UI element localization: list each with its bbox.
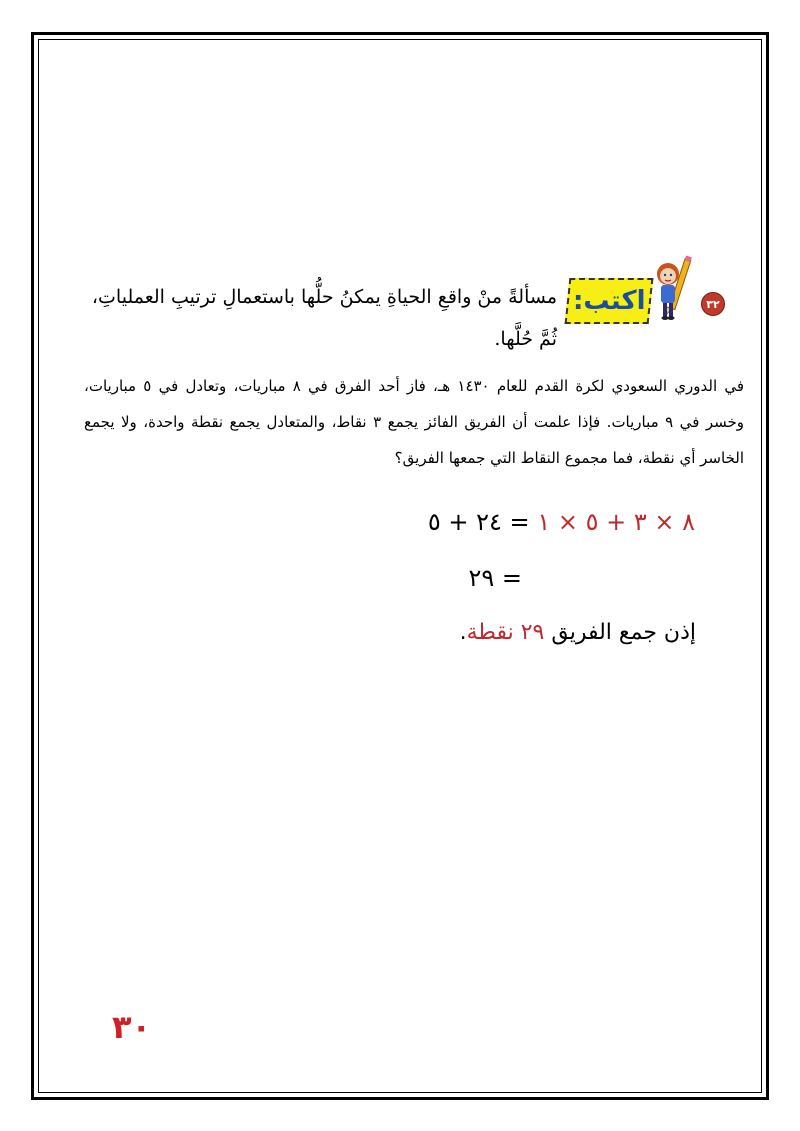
conclusion-answer: ٢٩ نقطة [466,620,545,645]
student-with-pencil-icon [653,254,693,324]
conclusion-end: . [459,620,467,645]
page-number: ٣٠ [112,1008,152,1046]
write-badge-label: اكتب: [572,286,646,316]
equation-line-2 [468,564,522,592]
question-number-badge: ٣٢ [701,292,725,316]
equation-1-result: = ٢٤ + ٥ [427,508,530,536]
question-prompt-line1: مسألةً منْ واقعِ الحياةِ يمكنُ حلُّها باستعمالِ ترتيبِ العملياتِ، [91,286,557,308]
equation-2-result: = ٢٩ [468,564,522,592]
question-prompt-line2: ثُمَّ حُلَّها. [494,328,557,350]
conclusion-prefix: إذن جمع الفريق [551,620,696,645]
write-badge [565,278,654,324]
conclusion-sentence [460,620,696,645]
equation-line-1 [428,508,695,536]
word-problem-text: في الدوري السعودي لكرة القدم للعام ١٤٣٠ هـ، فاز أحد الفرق في ٨ مباريات، وتعادل في ٥ مباريات، وخسر في ٩ مباريات. فإذا علمت أن الفريق الفائز يجمع ٣ نقاط، والمتعادل يجمع نقطة واحدة، ولا يجمع الخاسر أي نقطة، فما مجموع النقاط التي جمعها الفريق؟ [84,377,745,467]
equation-1-expression: ٨ × ٣ + ٥ × ١ [537,508,695,536]
page-border-inner [38,39,762,1093]
